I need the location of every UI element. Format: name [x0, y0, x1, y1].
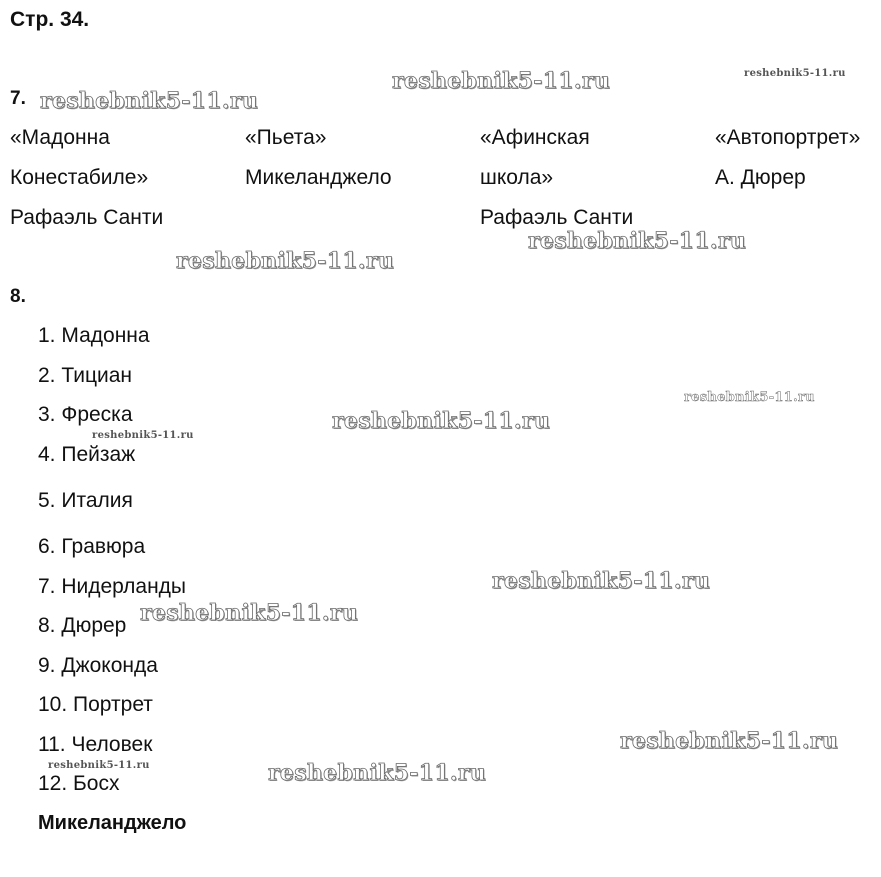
task-7-col4-line2: А. Дюрер	[715, 166, 806, 189]
watermark: reshebnik5-11.ru	[176, 248, 395, 274]
list-item: 3. Фреска	[38, 403, 133, 426]
watermark: reshebnik5-11.ru	[528, 228, 747, 254]
list-item: 1. Мадонна	[38, 324, 150, 347]
watermark: reshebnik5-11.ru	[684, 390, 815, 405]
task-7-number: 7.	[10, 88, 26, 109]
list-item: 11. Человек	[38, 733, 153, 756]
list-item: 5. Италия	[38, 489, 133, 512]
list-item: 9. Джоконда	[38, 654, 158, 677]
watermark: reshebnik5-11.ru	[620, 728, 839, 754]
watermark: reshebnik5-11.ru	[392, 68, 611, 94]
list-item: 7. Нидерланды	[38, 575, 187, 598]
watermark: reshebnik5-11.ru	[268, 760, 487, 786]
watermark: reshebnik5-11.ru	[48, 760, 150, 771]
task-7-col1-line1: «Мадонна	[10, 126, 110, 149]
task-7-col3-line1: «Афинская	[480, 126, 590, 149]
watermark: reshebnik5-11.ru	[332, 408, 551, 434]
page-title: Стр. 34.	[10, 8, 90, 31]
task-7-col3-line2: школа»	[480, 166, 554, 189]
task-8-answer: Микеланджело	[38, 812, 187, 834]
watermark: reshebnik5-11.ru	[140, 600, 359, 626]
task-7-col2-line2: Микеланджело	[245, 166, 392, 189]
task-7-col1-line2: Конестабиле»	[10, 166, 149, 189]
task-7-col1-line3: Рафаэль Санти	[10, 206, 164, 229]
task-7-col2-line1: «Пьета»	[245, 126, 327, 149]
task-7-col3-line3: Рафаэль Санти	[480, 206, 634, 229]
list-item: 12. Босх	[38, 772, 120, 795]
watermark: reshebnik5-11.ru	[92, 430, 194, 441]
list-item: 6. Гравюра	[38, 535, 146, 558]
list-item: 4. Пейзаж	[38, 443, 136, 466]
watermark: reshebnik5-11.ru	[744, 68, 846, 79]
watermark: reshebnik5-11.ru	[40, 88, 259, 114]
list-item: 2. Тициан	[38, 364, 133, 387]
watermark: reshebnik5-11.ru	[492, 568, 711, 594]
task-8-number: 8.	[10, 286, 26, 307]
task-7-col4-line1: «Автопортрет»	[715, 126, 861, 149]
list-item: 8. Дюрер	[38, 614, 127, 637]
list-item: 10. Портрет	[38, 693, 153, 716]
